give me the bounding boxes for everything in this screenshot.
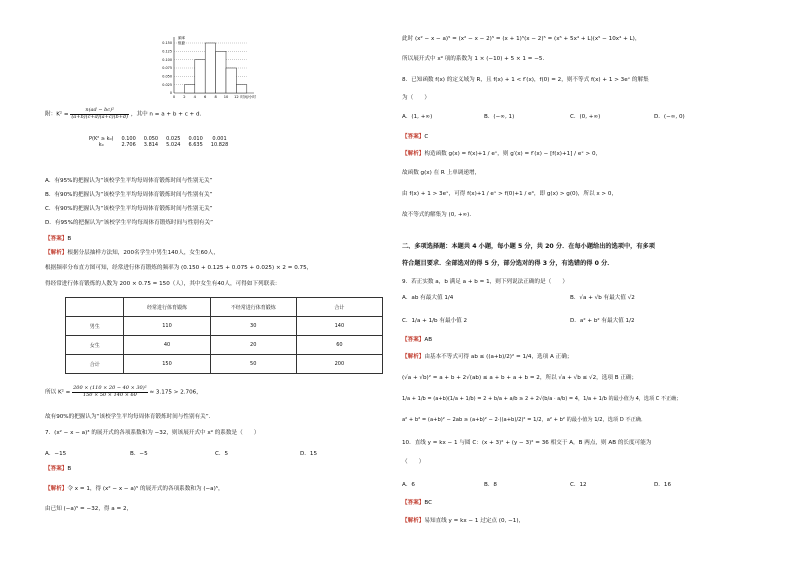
k2-prefix: 所以 K² =: [45, 389, 71, 396]
question-8: 8．已知函数 f(x) 的定义域为 R，且 f(x) + 1 < f′(x)，f(0) = 2，则不等式 f(x) + 1 > 3eˣ 的解集: [402, 77, 649, 83]
y-tick-label: 0.075: [162, 66, 172, 71]
coefficient-line: 所以展开式中 x⁹ 项的系数为 1 × (−10) + 5 × 1 = −5．: [402, 56, 549, 62]
q9-option-a: A．ab 有最大值 1/4: [402, 295, 454, 301]
y-tick-label: 0: [169, 91, 172, 96]
table-cell: 110: [124, 317, 210, 336]
option-a: A．有95%的把握认为“该校学生平均每周体育锻炼时间与性别无关”: [45, 178, 213, 184]
q7-option-c: C．5: [215, 451, 229, 457]
explanation-text-2: 根据频率分布直方图可知，经常进行体育锻炼的频率为 (0.150 + 0.125 + 0.075 + 0.025) × 2 = 0.75，: [45, 265, 313, 271]
x-tick-label: 8: [214, 95, 217, 99]
q8-explanation-text-4: 故不等式的解集为 (0, +∞)．: [402, 212, 475, 218]
answer-value: B: [67, 236, 72, 242]
q10-answer: [402, 500, 432, 507]
kt-value-cell: 3.814: [143, 142, 159, 148]
q7-explanation-label: 【解析】: [45, 486, 68, 492]
x-tick-label: 0: [172, 95, 176, 99]
table-cell: 40: [124, 336, 210, 355]
k2-fraction: [72, 386, 148, 398]
histogram-bar: [195, 60, 205, 93]
histogram-bar: [226, 68, 236, 93]
table-cell: 男生: [66, 317, 124, 336]
q9-explanation-text-3: 1/a + 1/b = (a+b)(1/a + 1/b) = 2 + b/a + a/b ≥ 2 + 2√(b/a · a/b) = 4，1/a + 1/b 的最小值为 4，选项 C 不正确；: [402, 396, 682, 402]
formula-suffix: ，其中 n = a + b + c + d．: [130, 111, 206, 118]
x-tick-label: 10: [223, 95, 229, 99]
kt-header-cell: 0.001: [212, 136, 227, 142]
q10-option-b: B．8: [484, 482, 497, 488]
k2-denominator: 150 × 50 × 140 × 60: [82, 391, 137, 398]
q8-answer: [402, 134, 428, 141]
kt-value-cell: 10.828: [210, 142, 229, 148]
option-d: D．有95%的把握认为“该校学生平均每周体育锻炼时间与性别有关”: [45, 220, 213, 226]
critical-value-table: [85, 136, 232, 148]
q8-explanation-text-3: 由 f(x) + 1 > 3eˣ，可得 f(x)+1 / eˣ > f(0)+1 / e⁰，即 g(x) > g(0)，所以 x > 0，: [402, 191, 618, 197]
k2-calculation: [45, 386, 202, 398]
answer-label: 【答案】: [45, 236, 68, 242]
q7-explanation-text-1: 令 x = 1，得 (x² − x − a)⁵ 的展开式的各项系数和为 (−a)⁵，: [67, 486, 224, 492]
q8-explanation-label: 【解析】: [402, 151, 425, 157]
y-tick-label: 0.125: [162, 49, 172, 54]
question-10: 10．直线 y = kx − 1 与圆 C：(x + 3)² + (y − 3)² = 36 相交于 A，B 两点，则 AB 的长度可能为: [402, 440, 652, 446]
table-header-cell: 合计: [296, 298, 382, 317]
question-8-cont: 为（ ）: [402, 95, 430, 101]
section-2-heading-cont: 符合题目要求．全部选对的得 5 分，部分选对的得 3 分，有选错的得 0 分．: [402, 260, 614, 267]
table-cell: 150: [124, 355, 210, 374]
q9-option-b: B．√a + √b 有最大值 √2: [570, 295, 635, 301]
explanation-line-1: [45, 250, 219, 257]
k2-numerator: 200 × (110 × 20 − 40 × 30)²: [73, 385, 147, 391]
q7-option-b: B．−5: [130, 451, 148, 457]
question-9: 9．若正实数 a，b 满足 a + b = 1，则下列说法正确的是（ ）: [402, 279, 568, 285]
table-cell: 60: [296, 336, 382, 355]
kt-header-cell: 0.010: [188, 136, 203, 142]
question-10-cont: （ ）: [402, 459, 425, 465]
contingency-table: [65, 297, 383, 374]
option-b: B．有90%的把握认为“该校学生平均每周体育锻炼时间与性别有关”: [45, 192, 213, 198]
q7-explanation-text-2: 由已知 (−a)⁵ = −32，得 a = 2，: [45, 506, 133, 512]
table-cell: 30: [210, 317, 296, 336]
q9-option-d: D．a² + b² 有最大值 1/2: [570, 318, 635, 324]
formula-k2: [45, 108, 205, 120]
table-cell: 140: [296, 317, 382, 336]
q9-explanation-text-4: a² + b² = (a+b)² − 2ab ≥ (a+b)² − 2·((a+b)/2)² = 1/2，a² + b² 的最小值为 1/2，选项 D 不正确．: [402, 417, 647, 423]
q8-explanation-text-1: 构造函数 g(x) = f(x)+1 / eˣ，则 g′(x) = f′(x) − [f(x)+1] / eˣ > 0，: [424, 151, 602, 157]
q9-explanation-text-1: 由基本不等式可得 ab ≤ ((a+b)/2)² = 1/4，选项 A 正确；: [424, 354, 573, 360]
table-row: [66, 355, 383, 374]
histogram-bar: [216, 51, 226, 93]
y-tick-label: 0.100: [162, 57, 172, 62]
table-cell: 50: [210, 355, 296, 374]
table-cell: 合计: [66, 355, 124, 374]
kt-header-cell: 0.025: [166, 136, 181, 142]
table-cell: 20: [210, 336, 296, 355]
q9-answer: [402, 337, 432, 344]
q7-option-d: D．15: [300, 451, 318, 457]
table-header-cell: 经常进行体育锻炼: [124, 298, 210, 317]
table-header-cell: [66, 298, 124, 317]
q8-explanation-text-2: 故函数 g(x) 在 R 上单调递增，: [402, 170, 481, 176]
q7-option-a: A．−15: [45, 451, 67, 457]
formula-denominator: (a+b)(c+d)(a+c)(b+d): [71, 113, 129, 120]
q9-explanation-label: 【解析】: [402, 354, 425, 360]
table-row: [66, 336, 383, 355]
k2-suffix: ≈ 3.175 > 2.706，: [149, 389, 202, 396]
kt-header-cell: 0.050: [143, 136, 159, 142]
y-axis-label: 组距: [178, 41, 186, 45]
q9-answer-label: 【答案】: [402, 337, 425, 343]
q8-option-b: B．(−∞, 1): [484, 114, 515, 120]
q9-answer-value: AB: [424, 337, 433, 343]
q10-explanation-1: [402, 518, 524, 525]
table-cell: 女生: [66, 336, 124, 355]
q7-answer-value: B: [67, 466, 72, 472]
table-cell: 200: [296, 355, 382, 374]
q8-option-c: C．(0, +∞): [570, 114, 601, 120]
question-7: 7．(x² − x − a)³ 的展开式的各项系数和为 −32，则该展开式中 x⁹ 的系数是（ ）: [45, 430, 260, 436]
y-tick-label: 0.150: [162, 41, 172, 46]
table-header-row: [66, 298, 383, 317]
q8-answer-value: C: [424, 134, 429, 140]
option-c: C．有90%的把握认为“该校学生平均每周体育锻炼时间与性别无关”: [45, 206, 213, 212]
q9-explanation-text-2: (√a + √b)² = a + b + 2√(ab) ≤ a + b + a + b = 2，所以 √a + √b ≤ √2，选项 B 正确；: [402, 375, 638, 381]
explanation-text-3: 得经常进行体育锻炼的人数为 200 × 0.75 = 150（人），其中女生有40人，可得如下列联表：: [45, 281, 281, 287]
q8-explanation-1: [402, 151, 601, 158]
histogram-bar: [205, 43, 215, 93]
y-axis-label: 频率: [178, 36, 186, 40]
kt-value-cell: 5.024: [166, 142, 181, 148]
q10-answer-label: 【答案】: [402, 500, 425, 506]
q8-option-a: A．(1, +∞): [402, 114, 433, 120]
q10-option-c: C．12: [570, 482, 587, 488]
kt-value-cell: 2.706: [121, 142, 136, 148]
q8-answer-label: 【答案】: [402, 134, 425, 140]
x-axis-label: 时间/小时: [240, 95, 256, 99]
y-tick-label: 0.050: [162, 74, 172, 79]
kt-header-cell: 0.100: [121, 136, 136, 142]
q10-option-a: A．6: [402, 482, 415, 488]
q10-answer-value: BC: [424, 500, 433, 506]
q9-explanation-1: [402, 354, 572, 361]
x-tick-label: 6: [204, 95, 207, 99]
q7-answer-label: 【答案】: [45, 466, 68, 472]
explanation-label: 【解析】: [45, 250, 68, 256]
q8-option-d: D．(−∞, 0): [654, 114, 685, 120]
conclusion: 故有90%的把握认为“该校学生平均每周体育锻炼时间与性别有关”．: [45, 414, 215, 420]
q7-explanation-1: [45, 486, 224, 493]
formula-prefix: 附：K² =: [45, 111, 69, 118]
y-tick-label: 0.025: [162, 82, 172, 87]
kt-value-cell: k₀: [98, 142, 104, 148]
x-tick-label: 2: [183, 95, 186, 99]
answer-line: [45, 236, 71, 243]
kt-header-cell: P(K² ≥ k₀): [89, 136, 114, 142]
histogram-bar: [184, 85, 194, 93]
q7-answer: [45, 466, 71, 473]
q10-explanation-text-1: 易知直线 y = kx − 1 过定点 (0, −1)，: [424, 518, 525, 524]
histogram-bar: [236, 85, 246, 93]
q9-option-c: C．1/a + 1/b 有最小值 2: [402, 318, 468, 324]
formula-fraction: [70, 108, 129, 120]
table-row: [66, 317, 383, 336]
q10-explanation-label: 【解析】: [402, 518, 425, 524]
x-tick-label: 12: [234, 95, 239, 99]
expansion-line: 此时 (x² − x − a)⁵ = (x² − x − 2)⁵ = (x + 1)⁵(x − 2)⁵ = (x⁵ + 5x⁴ + L)(x⁵ − 10x⁴ + L)，: [402, 36, 641, 42]
formula-numerator: n(ad − bc)²: [70, 108, 129, 115]
explanation-text-1: 根据分层抽样方法知，200名学生中男生140人，女生60人，: [67, 250, 219, 256]
q10-option-d: D．16: [654, 482, 672, 488]
frequency-histogram: [152, 35, 292, 103]
kt-value-cell: 6.635: [188, 142, 203, 148]
section-2-heading: 二、多项选择题：本题共 4 小题，每小题 5 分，共 20 分．在每小题给出的选项中，有多项: [402, 243, 655, 250]
table-header-cell: 不经常进行体育锻炼: [210, 298, 296, 317]
x-tick-label: 4: [193, 95, 196, 99]
